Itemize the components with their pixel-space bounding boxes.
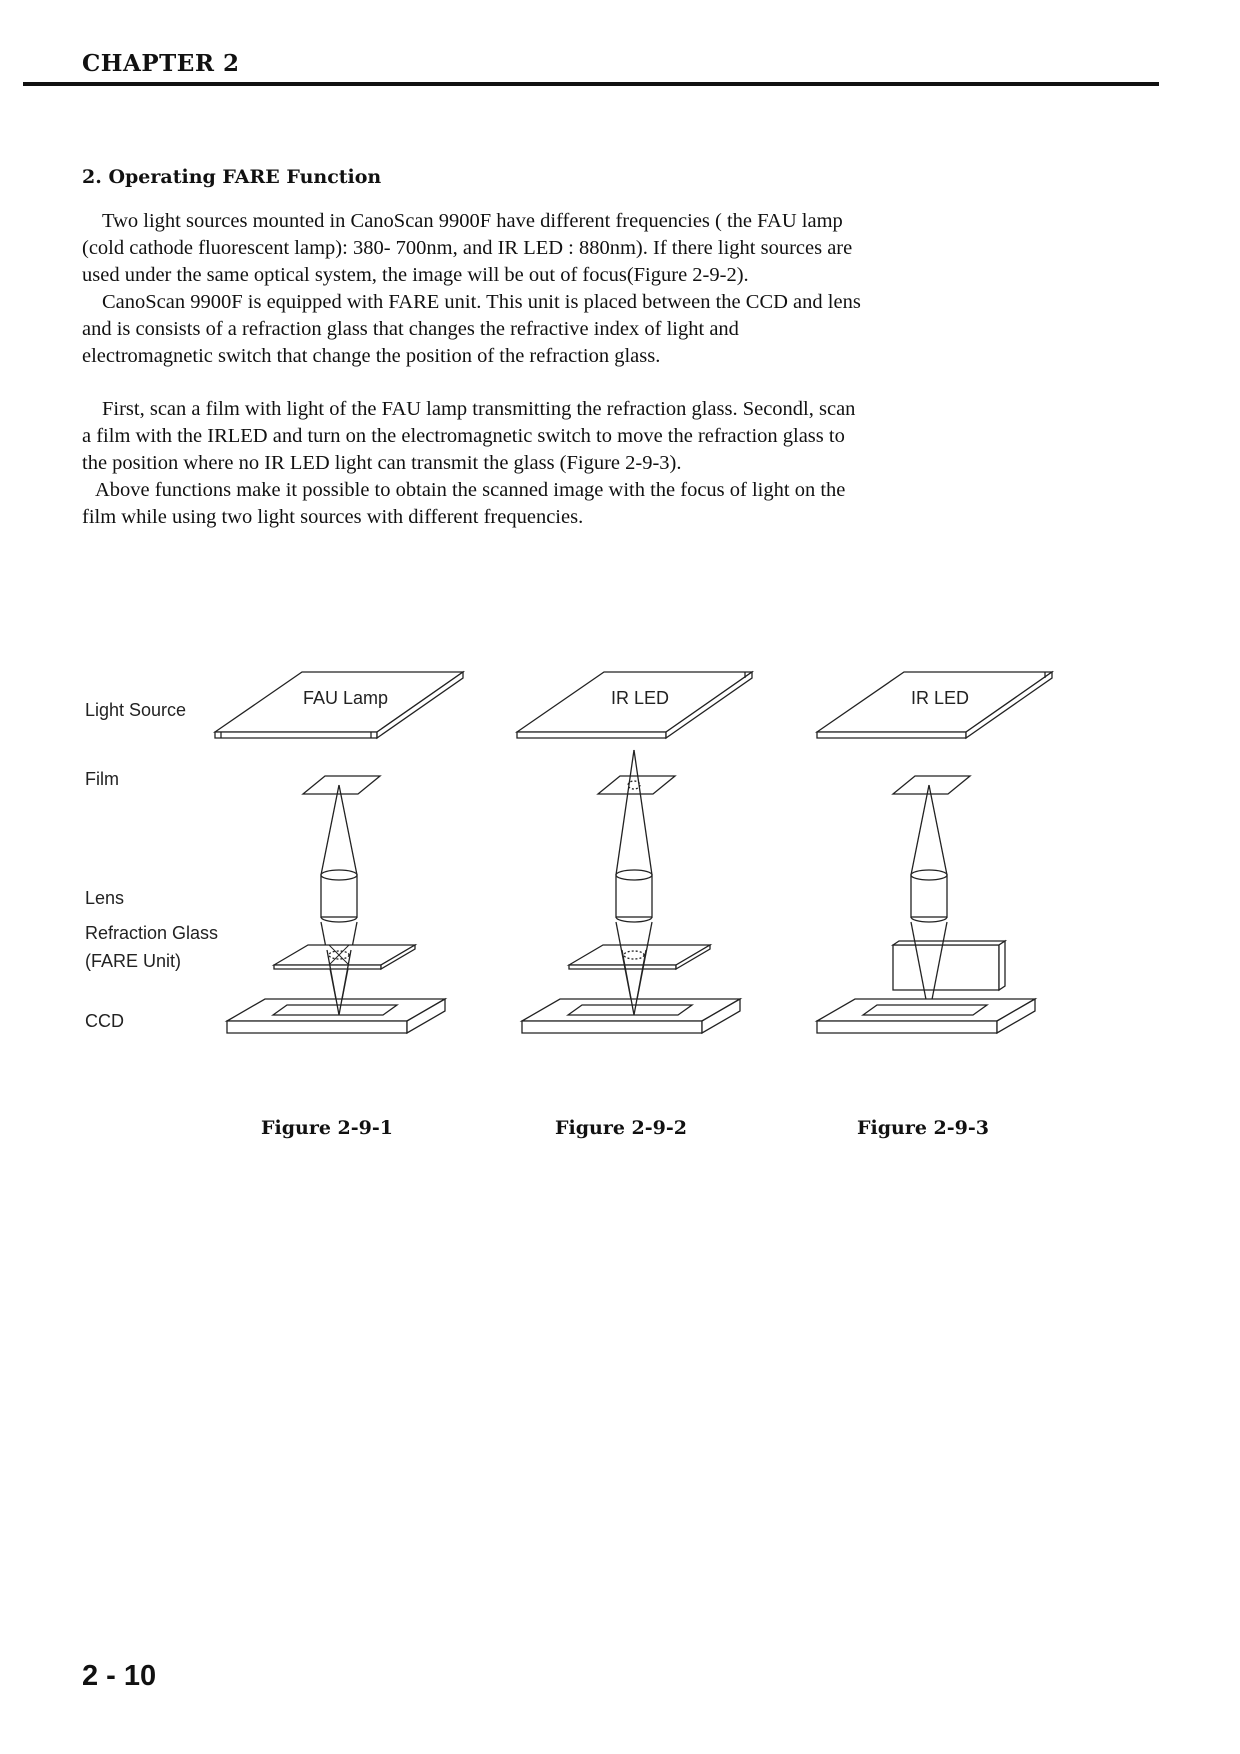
lens-body	[911, 875, 947, 917]
lamp-label: IR LED	[611, 688, 670, 708]
label-light-source: Light Source	[85, 700, 187, 720]
figure-2-9-1-drawing	[215, 672, 463, 1033]
page-number: 2 - 10	[82, 1660, 157, 1692]
label-ccd: CCD	[85, 1011, 124, 1031]
paragraph-2	[82, 396, 1082, 531]
figure-caption-1: Figure 2-9-1	[261, 1117, 393, 1139]
section-title: 2. Operating FARE Function	[82, 166, 382, 188]
fare-optical-diagram	[0, 660, 1240, 1080]
lamp-label: IR LED	[911, 688, 970, 708]
label-lens: Lens	[85, 888, 125, 908]
figure-caption-3: Figure 2-9-3	[857, 1117, 989, 1139]
lamp-label: FAU Lamp	[303, 688, 389, 708]
header-rule	[23, 82, 1159, 86]
lens-body	[321, 875, 357, 917]
film-plate	[893, 776, 970, 794]
label-film: Film	[85, 769, 119, 789]
text-line: CanoScan 9900F is equipped with FARE unit. This unit is placed between the CCD and lens	[102, 291, 861, 313]
film-plate	[303, 776, 380, 794]
text-line: Above functions make it possible to obtain the scanned image with the focus of light on the	[95, 479, 846, 501]
label-refraction-glass: Refraction Glass	[85, 923, 219, 943]
text-line: the position where no IR LED light can transmit the glass (Figure 2-9-3).	[82, 452, 682, 474]
figure-caption-2: Figure 2-9-2	[555, 1117, 687, 1139]
lens-body	[616, 875, 652, 917]
film-plate	[598, 776, 675, 794]
text-line: First, scan a film with light of the FAU lamp transmitting the refraction glass. Secondl, scan	[102, 398, 856, 420]
text-line: Two light sources mounted in CanoScan 9900F have different frequencies ( the FAU lamp	[102, 210, 843, 232]
figure-2-9-3-drawing	[817, 672, 1052, 1033]
chapter-heading: CHAPTER 2	[82, 50, 240, 77]
text-line: a film with the IRLED and turn on the electromagnetic switch to move the refraction glass to	[82, 425, 845, 447]
electromagnetic-switch	[893, 945, 999, 990]
text-line: and is consists of a refraction glass that changes the refractive index of light and	[82, 318, 739, 340]
figure-2-9-2-drawing	[517, 672, 752, 1033]
text-line: film while using two light sources with different frequencies.	[82, 506, 584, 528]
paragraph-1	[82, 208, 1082, 370]
text-line: used under the same optical system, the image will be out of focus(Figure 2-9-2).	[82, 264, 749, 286]
text-line: electromagnetic switch that change the position of the refraction glass.	[82, 345, 661, 367]
text-line: (cold cathode fluorescent lamp): 380- 700nm, and IR LED : 880nm). If there light sources are	[82, 237, 853, 259]
label-fare-unit: (FARE Unit)	[85, 951, 182, 971]
